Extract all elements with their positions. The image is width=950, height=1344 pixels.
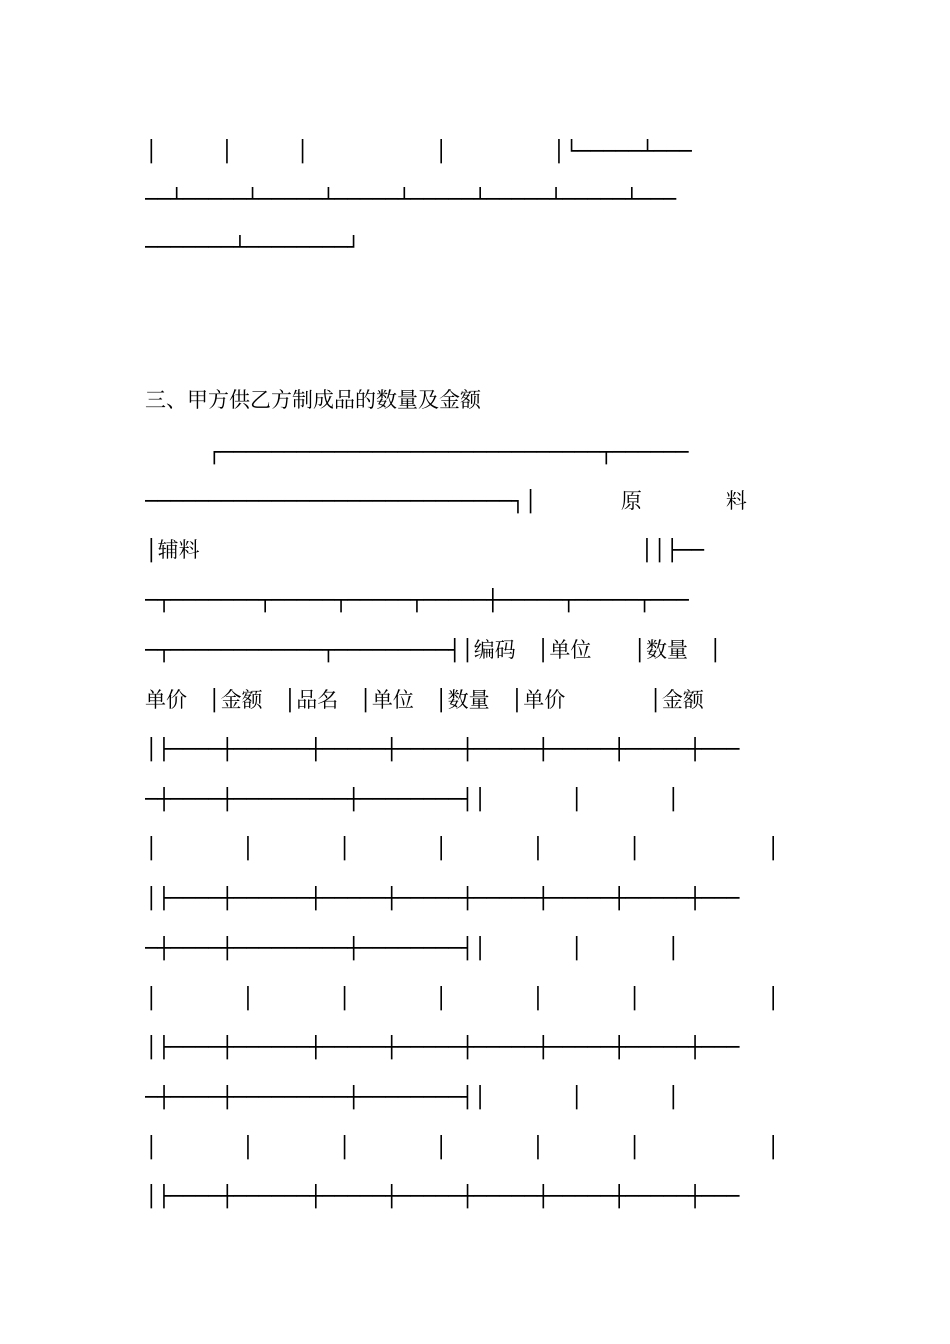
table-border-line: │├────┼──────┼─────┼─────┼─────┼─────┼─────┼─── — [145, 737, 740, 761]
table-border-line: │ │ │ │ │└─────┴─── — [145, 139, 692, 163]
table-border-line: ─┼────┼─────────┼────────┤│ │ │ — [145, 936, 680, 960]
table-border-line: │├────┼──────┼─────┼─────┼─────┼─────┼─────┼─── — [145, 886, 740, 910]
table-row-line: │ │ │ │ │ │ │ — [145, 1135, 780, 1159]
table-header-line: │辅料 ││├── — [145, 538, 704, 562]
table-border-line: │├────┼──────┼─────┼─────┼─────┼─────┼─────┼─── — [145, 1184, 740, 1208]
table-border-line: ─┼────┼─────────┼────────┤│ │ │ — [145, 787, 680, 811]
table-border-line: ─┼────┼─────────┼────────┤│ │ │ — [145, 1085, 680, 1109]
table-border-line: ─┬───────┬─────┬─────┬─────┼─────┬─────┬─── — [145, 588, 689, 612]
section-heading: 三、甲方供乙方制成品的数量及金额 — [145, 388, 481, 412]
table-row-line: │ │ │ │ │ │ │ — [145, 836, 780, 860]
table-border-line: ───────┴────────┘ — [145, 235, 360, 259]
table-header-line: 单价 │金额 │品名 │单位 │数量 │单价 │金额 — [145, 688, 704, 712]
table-row-line: │ │ │ │ │ │ │ — [145, 986, 780, 1010]
table-border-line: ┌──────────────────────────────┬────── — [145, 440, 689, 464]
table-header-line: ─┬────────────┬─────────┤│编码 │单位 │数量 │ — [145, 638, 722, 662]
table-header-line: ─────────────────────────────┐│ 原 料 — [145, 489, 747, 513]
table-border-line: │├────┼──────┼─────┼─────┼─────┼─────┼─────┼─── — [145, 1035, 740, 1059]
table-border-line: ──┴─────┴─────┴─────┴─────┴─────┴─────┴─── — [145, 187, 677, 211]
